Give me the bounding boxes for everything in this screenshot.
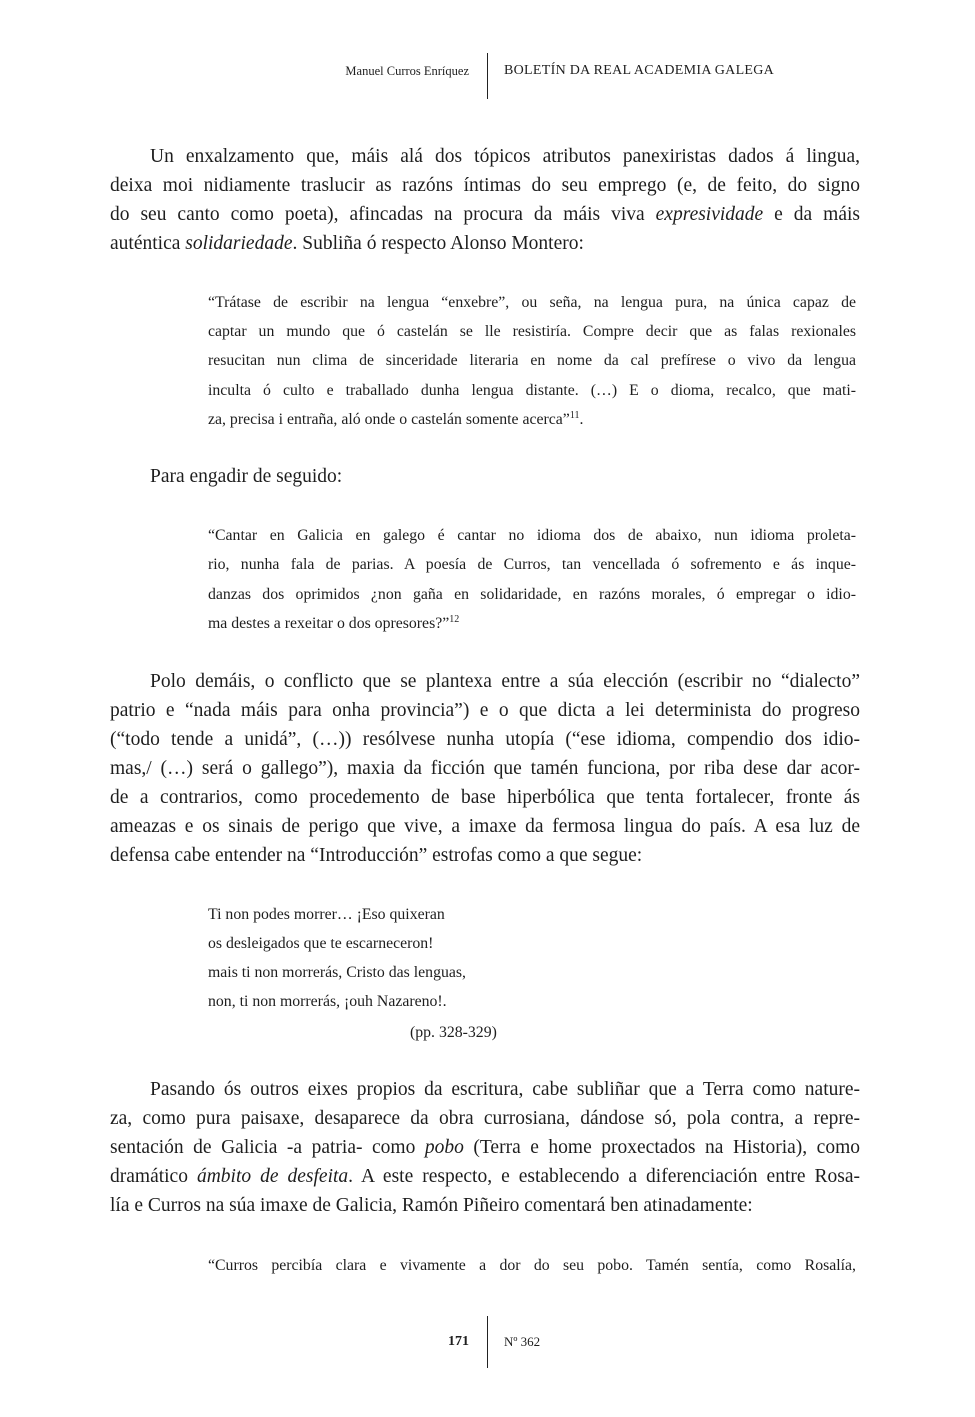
- paragraph-line: [110, 233, 860, 255]
- issue-number: Nº 362: [504, 1334, 541, 1349]
- italic-text: pobo: [424, 1137, 464, 1158]
- italic-text: ámbito de desfeita: [196, 1166, 349, 1187]
- block-quote-line: [208, 352, 856, 370]
- poem-citation: [410, 1024, 497, 1042]
- paragraph-line: [110, 758, 860, 780]
- text-run: . Subliña ó respecto Alonso Montero:: [292, 233, 584, 254]
- text-run: (“todo tende a unidá”, (…)) resólvese nunha utopía (“ese idioma, compendio dos idio-: [110, 729, 860, 750]
- paragraph-line: [110, 204, 860, 226]
- text-run: patrio e “nada máis para onha provincia”) e o que dicta a lei determinista do progreso: [110, 700, 860, 721]
- text-run: (pp. 328-329): [410, 1024, 497, 1041]
- text-run: non, ti non morrerás, ¡ouh Nazareno!.: [208, 993, 447, 1010]
- text-run: “Cantar en Galicia en galego é cantar no idioma dos de abaixo, nun idioma proleta-: [208, 527, 856, 544]
- italic-text: expresividade: [655, 204, 764, 225]
- paragraph-line: [110, 1108, 860, 1130]
- block-quote-line: [208, 586, 856, 604]
- paragraph-line: [110, 816, 860, 838]
- header-divider: [487, 53, 488, 99]
- paragraph-line: [150, 146, 860, 168]
- text-run: sentación de Galicia -a patria- como: [110, 1137, 425, 1158]
- paragraph-line: [110, 1195, 860, 1217]
- text-run: Para engadir de seguido:: [150, 466, 343, 487]
- text-run: inculta ó culto e traballado dunha lengua distante. (…) E o dioma, recalco, que mati-: [208, 382, 856, 399]
- block-quote-line: [208, 556, 856, 574]
- running-header-journal: BOLETÍN DA REAL ACADEMIA GALEGA: [504, 63, 775, 78]
- block-quote-line: [208, 411, 856, 429]
- text-run: defensa cabe entender na “Introducción” estrofas como a que segue:: [110, 845, 643, 866]
- running-header-author: Manuel Curros Enríquez: [345, 64, 469, 78]
- poem-verse-line: [208, 906, 445, 924]
- text-run: de a contrarios, como procedemento de base hiperbólica que tenta fortalecer, fronte ás: [110, 787, 860, 808]
- text-run: “Trátase de escribir na lengua “enxebre”, ou seña, na lengua pura, na única capaz de: [208, 294, 856, 311]
- page-number: 171: [448, 1334, 469, 1349]
- poem-verse-line: [208, 935, 433, 953]
- text-run: mas,/ (…) será o gallego”), maxia da ficción que tamén funciona, por riba dese dar acor-: [110, 758, 860, 779]
- text-run: e da máis: [763, 204, 861, 225]
- footnote-ref: 12: [449, 614, 460, 625]
- text-run: auténtica: [110, 233, 186, 254]
- text-run: Pasando ós outros eixes propios da escritura, cabe subliñar que a Terra como nature-: [150, 1079, 860, 1100]
- text-run: “Curros percibía clara e vivamente a dor do seu pobo. Tamén sentía, como Rosalía,: [208, 1257, 856, 1274]
- paragraph-line: [150, 1079, 860, 1101]
- text-run: .: [579, 411, 584, 428]
- text-run: rio, nunha fala de parias. A poesía de Curros, tan vencellada ó sofremento e ás inque-: [208, 556, 856, 573]
- footer-divider: [487, 1316, 488, 1368]
- text-run: . A este respecto, e establecendo a diferenciación entre Rosa-: [348, 1166, 860, 1187]
- paragraph-line: [110, 729, 860, 751]
- block-quote-line: [208, 323, 856, 341]
- text-run: danzas dos oprimidos ¿non gaña en solidaridade, en razóns morales, ó empregar o idio-: [208, 586, 856, 603]
- poem-verse-line: [208, 964, 466, 982]
- text-run: ameazas e os sinais de perigo que vive, a imaxe da fermosa lingua do país. A esa luz de: [110, 816, 860, 837]
- text-run: ma destes a rexeitar o dos opresores?”: [208, 615, 450, 632]
- text-run: deixa moi nidiamente traslucir as razóns íntimas do seu emprego (e, de feito, do signo: [110, 175, 860, 196]
- text-run: za, precisa i entraña, aló onde o castelán somente acerca”: [208, 411, 570, 428]
- text-run: (Terra e home proxectados na Historia), como: [463, 1137, 860, 1158]
- paragraph-line: [110, 1166, 860, 1188]
- text-run: Un enxalzamento que, máis alá dos tópicos atributos panexiristas dados á lingua,: [150, 146, 860, 167]
- block-quote-line: [208, 1257, 856, 1275]
- block-quote-line: [208, 382, 856, 400]
- text-run: dramático: [110, 1166, 197, 1187]
- poem-verse-line: [208, 993, 447, 1011]
- text-run: lía e Curros na súa imaxe de Galicia, Ramón Piñeiro comentará ben atinadamente:: [110, 1195, 753, 1216]
- paragraph-line: [150, 466, 860, 488]
- text-run: Ti non podes morrer… ¡Eso quixeran: [208, 906, 445, 923]
- text-run: resucitan nun clima de sinceridade literaria en nome da cal prefírese o vivo da lengua: [208, 352, 856, 369]
- paragraph-line: [110, 700, 860, 722]
- italic-text: solidariedade: [185, 233, 293, 254]
- paragraph-line: [110, 787, 860, 809]
- paragraph-line: [110, 175, 860, 197]
- block-quote-line: [208, 615, 856, 633]
- text-run: os desleigados que te escarneceron!: [208, 935, 434, 952]
- text-run: captar un mundo que ó castelán se lle resistiría. Compre decir que as falas rexionales: [208, 323, 856, 340]
- text-run: Polo demáis, o conflicto que se plantexa entre a súa elección (escribir no “dialecto”: [150, 671, 860, 692]
- block-quote-line: [208, 527, 856, 545]
- paragraph-line: [110, 845, 860, 867]
- text-run: do seu canto como poeta), afincadas na procura da máis viva: [110, 204, 656, 225]
- paragraph-line: [110, 1137, 860, 1159]
- text-run: za, como pura paisaxe, desaparece da obra currosiana, dándose só, pola contra, a repre-: [110, 1108, 860, 1129]
- text-run: mais ti non morrerás, Cristo das lenguas,: [208, 964, 466, 981]
- block-quote-line: [208, 294, 856, 312]
- footnote-ref: 11: [569, 410, 580, 421]
- paragraph-line: [150, 671, 860, 693]
